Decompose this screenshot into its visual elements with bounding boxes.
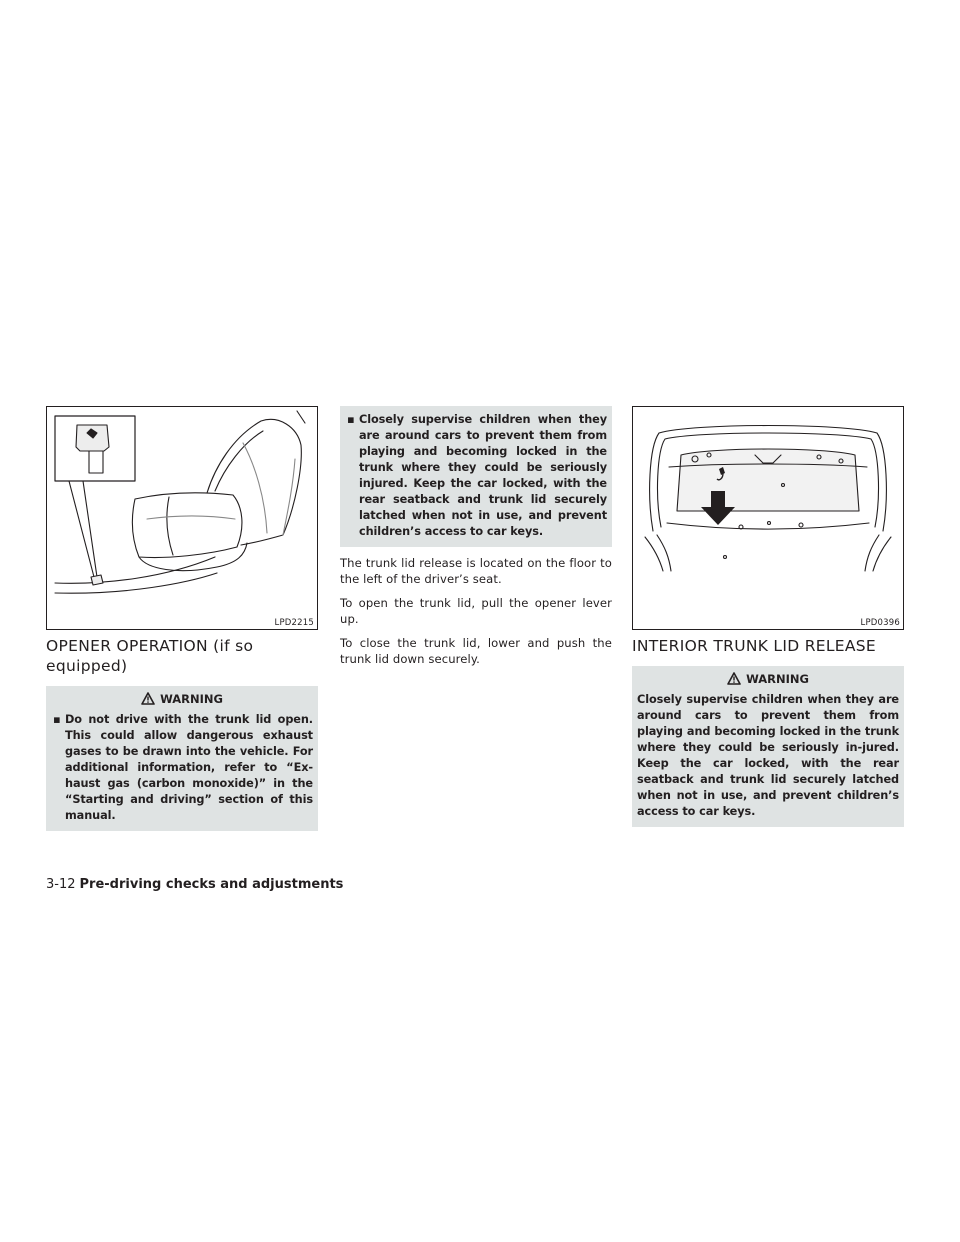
warning-box xyxy=(46,686,318,831)
page-footer xyxy=(46,876,343,894)
bullet: ▪ xyxy=(347,413,355,426)
figure-code: LPD0396 xyxy=(860,618,900,628)
warning-box-continued xyxy=(340,406,612,547)
right-column xyxy=(632,406,904,827)
chapter-title: Pre-driving checks and adjustments xyxy=(79,877,344,892)
warning-header xyxy=(51,692,313,707)
seat-opener-figure xyxy=(46,406,318,630)
warning-item xyxy=(51,712,313,824)
warning-text: Closely supervise children when they are around cars to prevent them from playing and becoming locked in the trunk where they could be seriously injured. Keep the car locked, with the rear seatback and trunk lid securely latched when not in use, and prevent children’s access to car keys. xyxy=(359,413,607,538)
warning-box xyxy=(632,666,904,827)
page-number: 3-12 xyxy=(46,877,76,892)
body-paragraph: To close the trunk lid, lower and push the trunk lid down securely. xyxy=(340,636,612,666)
seat-opener-illustration xyxy=(47,407,317,629)
left-column xyxy=(46,406,318,831)
figure-code: LPD2215 xyxy=(274,618,314,628)
trunk-lid-figure xyxy=(632,406,904,630)
warning-item xyxy=(345,412,607,540)
trunk-lid-illustration xyxy=(633,407,903,629)
warning-header xyxy=(637,672,899,687)
bullet: ▪ xyxy=(53,713,61,726)
section-heading: OPENER OPERATION (if so equipped) xyxy=(46,637,254,675)
middle-column xyxy=(340,406,612,675)
warning-label: WARNING xyxy=(160,692,223,706)
body-paragraph: To open the trunk lid, pull the opener lever up. xyxy=(340,596,612,626)
warning-text: Do not drive with the trunk lid open. This could allow dangerous exhaust gases to be drawn into the vehicle. For additional information, refer to “Ex-haust gas (carbon monoxide)” in the “Starting and driving” section of this manual. xyxy=(65,713,313,822)
warning-triangle-icon xyxy=(727,672,741,685)
section-heading: INTERIOR TRUNK LID RELEASE xyxy=(632,637,877,655)
warning-text: Closely supervise children when they are around cars to prevent them from playing and becoming locked in the trunk where they could be seriously in-jured. Keep the car locked, with the rear seatback and trunk lid securely latched when not in use, and prevent children’s access to car keys. xyxy=(637,693,899,818)
warning-label: WARNING xyxy=(746,672,809,686)
body-paragraph: The trunk lid release is located on the floor to the left of the driver’s seat. xyxy=(340,556,612,586)
warning-triangle-icon xyxy=(141,692,155,705)
